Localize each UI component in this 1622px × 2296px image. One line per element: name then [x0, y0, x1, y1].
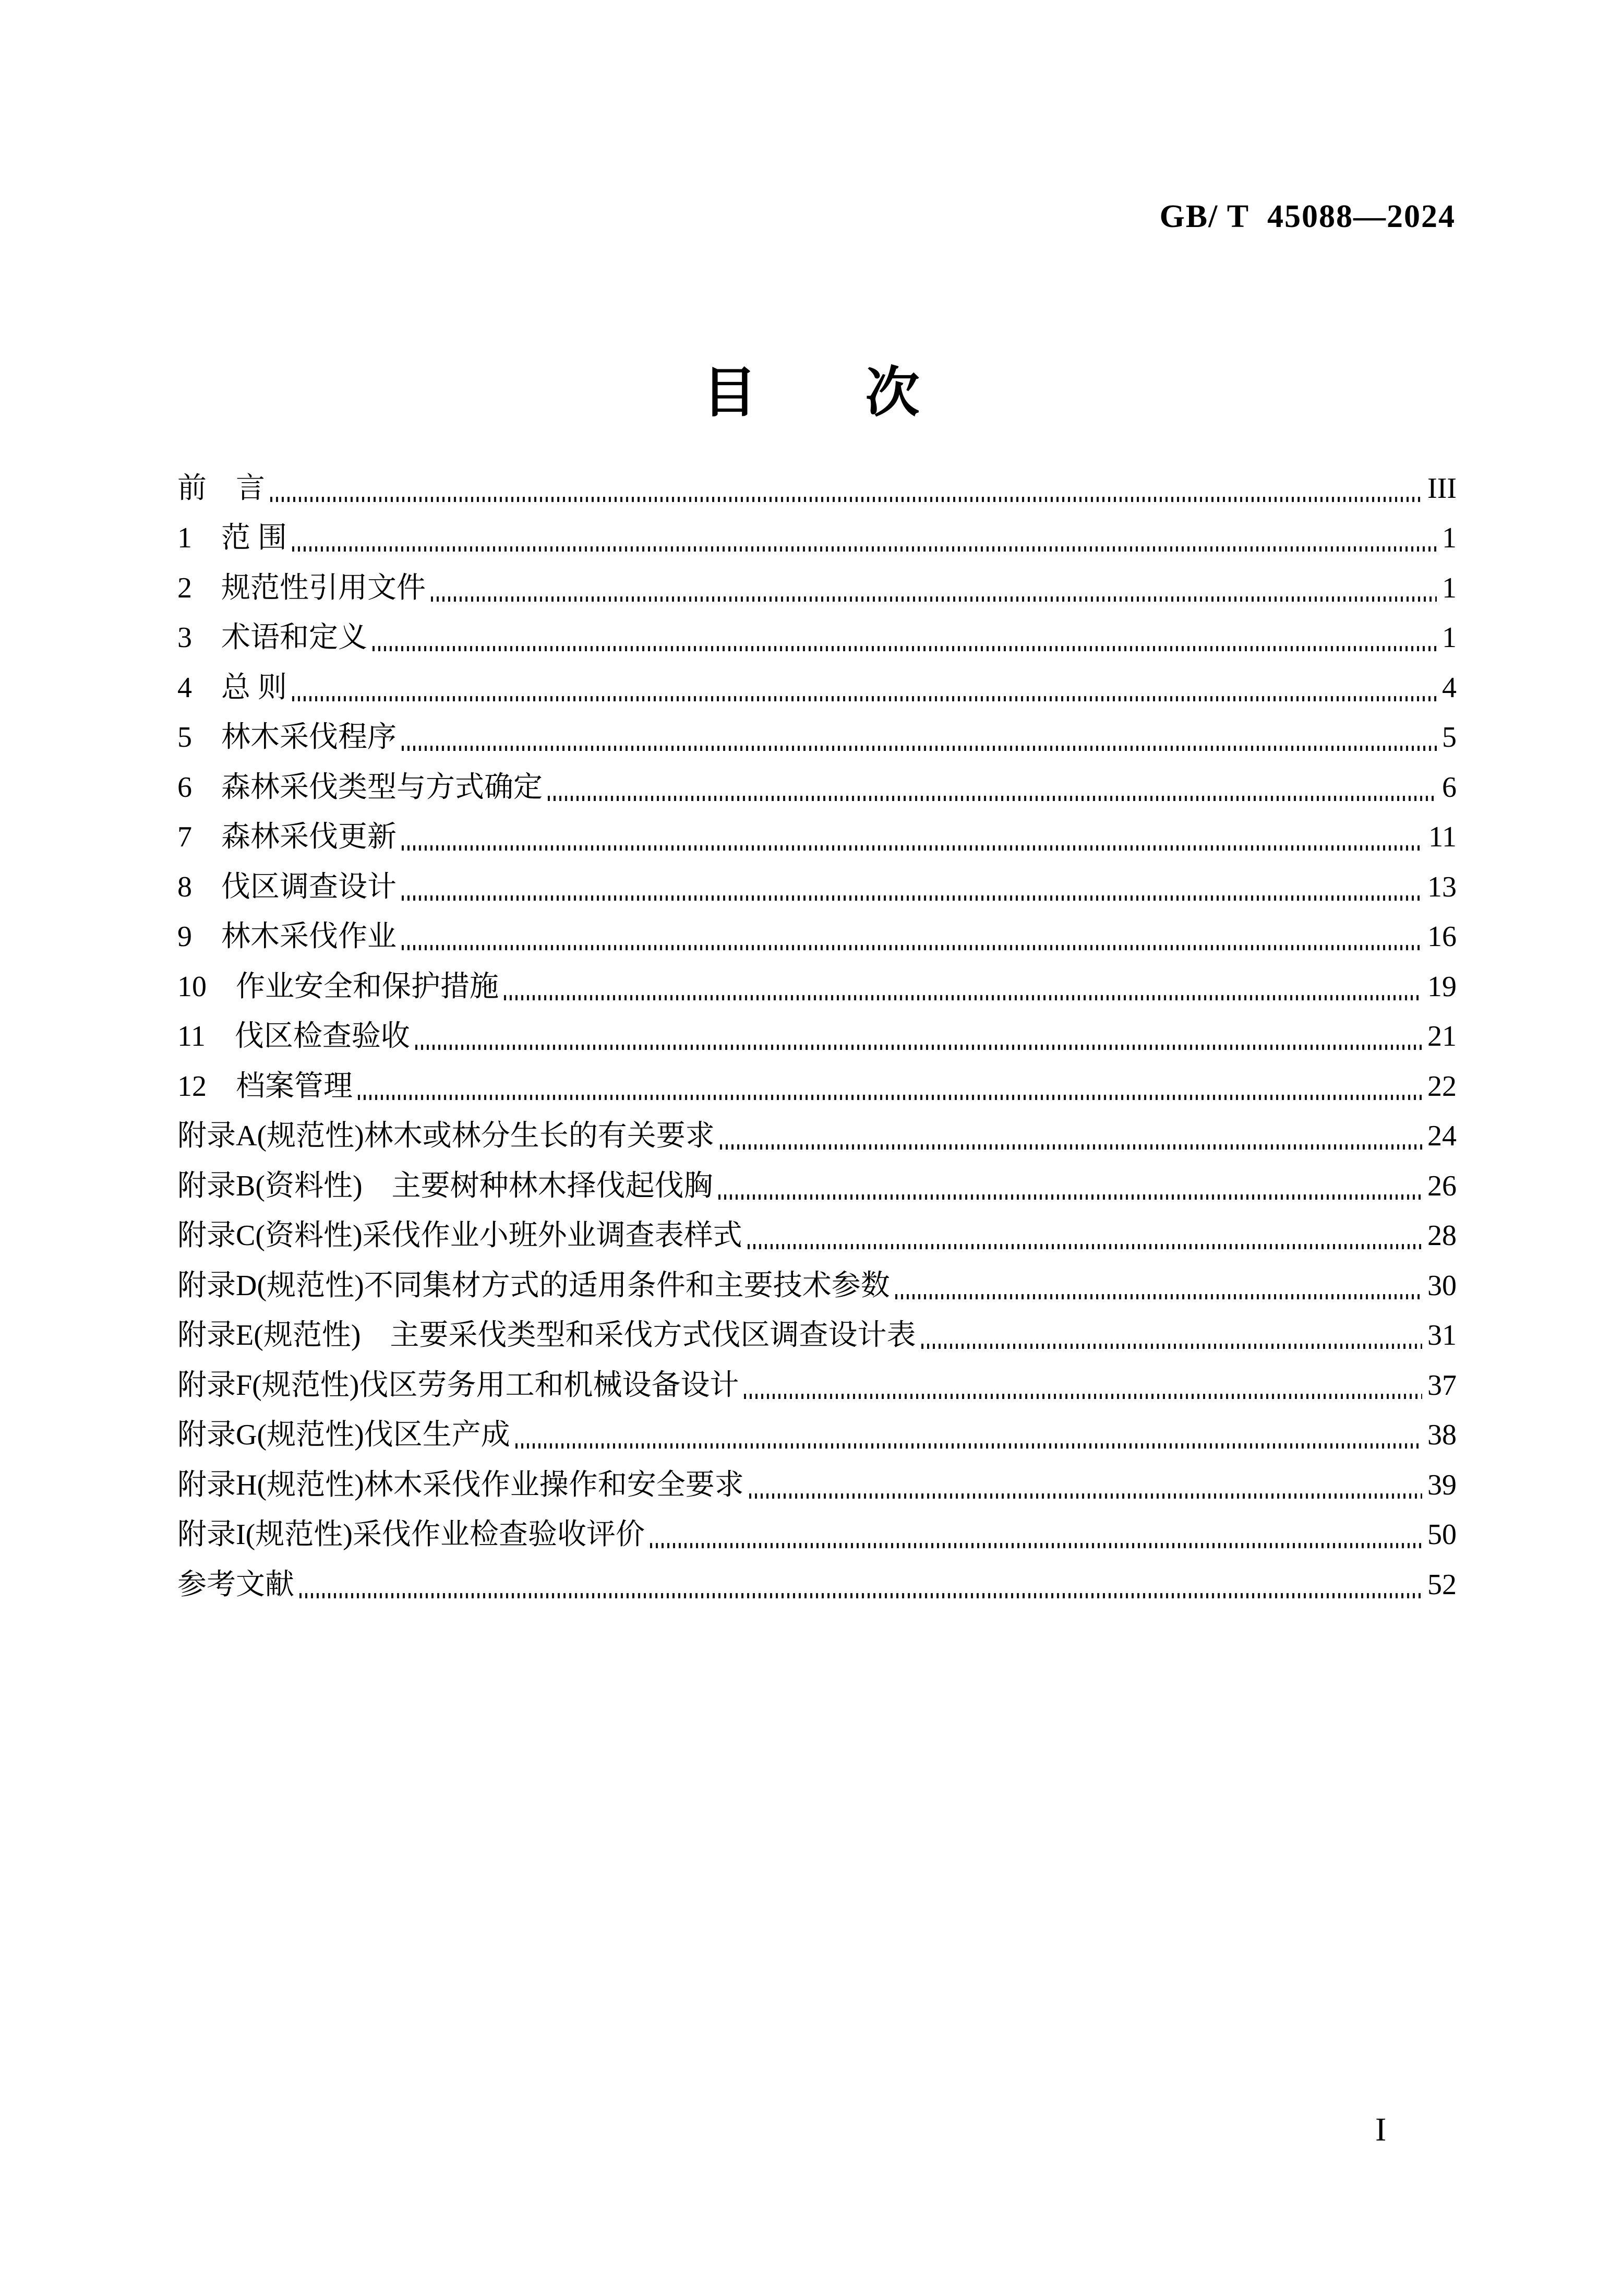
toc-entry-label: 2 规范性引用文件	[177, 571, 426, 604]
toc-entry-label: 附录G(规范性)伐区生产成	[177, 1419, 510, 1452]
toc-dot-leader	[358, 1095, 1422, 1100]
toc-entry-page: 38	[1427, 1419, 1457, 1452]
toc-entry	[177, 862, 1457, 912]
toc-dot-leader	[415, 1045, 1422, 1050]
toc-entry-page: 50	[1427, 1518, 1457, 1551]
toc-entry-label: 参考文献	[177, 1568, 294, 1601]
toc-dot-leader	[921, 1344, 1422, 1349]
toc-entry	[177, 1012, 1457, 1062]
toc-entry-page: 22	[1427, 1070, 1457, 1103]
toc-dot-leader	[748, 1244, 1422, 1249]
toc-dot-leader	[718, 1194, 1422, 1200]
toc-entry	[177, 1311, 1457, 1361]
toc-entry-label: 附录C(资料性)采伐作业小班外业调查表样式	[177, 1219, 742, 1252]
toc-entry-label: 7 森林采伐更新	[177, 821, 397, 854]
toc-entry-page: 1	[1442, 571, 1457, 604]
toc-entry-label: 4 总 则	[177, 671, 287, 704]
toc-dot-leader	[650, 1543, 1422, 1548]
toc-entry	[177, 663, 1457, 713]
toc-dot-leader	[548, 796, 1437, 801]
table-of-contents	[177, 463, 1457, 1610]
toc-entry-label: 5 林木采伐程序	[177, 721, 397, 754]
toc-entry	[177, 1560, 1457, 1610]
folio-page-number: I	[1375, 2111, 1387, 2148]
toc-entry-label: 12 档案管理	[177, 1070, 353, 1103]
toc-entry	[177, 1510, 1457, 1560]
toc-entry-page: 37	[1427, 1369, 1457, 1402]
standard-code: GB/ T 45088—2024	[1159, 199, 1456, 234]
toc-entry	[177, 1360, 1457, 1410]
toc-entry	[177, 1261, 1457, 1311]
toc-dot-leader	[402, 945, 1422, 950]
toc-dot-leader	[431, 596, 1437, 602]
toc-entry-label: 附录I(规范性)采伐作业检查验收评价	[177, 1518, 645, 1551]
toc-dot-leader	[402, 895, 1422, 901]
toc-entry-page: 1	[1442, 522, 1457, 555]
toc-entry-page: 31	[1427, 1319, 1457, 1352]
toc-entry	[177, 962, 1457, 1012]
toc-entry-page: 21	[1427, 1020, 1457, 1053]
toc-dot-leader	[515, 1443, 1422, 1449]
toc-entry-page: 4	[1442, 671, 1457, 704]
toc-dot-leader	[402, 845, 1423, 851]
toc-entry	[177, 1410, 1457, 1461]
toc-entry-label: 附录D(规范性)不同集材方式的适用条件和主要技术参数	[177, 1269, 890, 1302]
toc-entry-page: III	[1427, 472, 1457, 505]
toc-entry	[177, 762, 1457, 812]
toc-dot-leader	[402, 746, 1437, 751]
toc-entry-page: 52	[1427, 1568, 1457, 1601]
toc-entry-label: 3 术语和定义	[177, 621, 367, 654]
toc-entry-label: 附录B(资料性) 主要树种林木择伐起伐胸	[177, 1169, 713, 1202]
toc-dot-leader	[720, 1144, 1422, 1150]
toc-entry	[177, 1161, 1457, 1211]
toc-entry-label: 1 范 围	[177, 522, 287, 555]
toc-entry-page: 19	[1427, 970, 1457, 1003]
toc-entry-page: 28	[1427, 1219, 1457, 1252]
toc-dot-leader	[299, 1593, 1422, 1598]
toc-entry-label: 附录A(规范性)林木或林分生长的有关要求	[177, 1120, 715, 1153]
toc-dot-leader	[749, 1493, 1422, 1499]
toc-entry	[177, 1061, 1457, 1111]
toc-entry-label: 6 森林采伐类型与方式确定	[177, 771, 543, 804]
toc-entry	[177, 613, 1457, 663]
toc-entry-page: 24	[1427, 1120, 1457, 1153]
page-title: 目 次	[702, 363, 920, 423]
toc-entry	[177, 812, 1457, 863]
toc-entry-label: 9 林木采伐作业	[177, 920, 397, 953]
toc-dot-leader	[744, 1394, 1422, 1399]
toc-entry	[177, 1111, 1457, 1162]
toc-dot-leader	[373, 646, 1437, 651]
toc-entry-page: 30	[1427, 1269, 1457, 1302]
toc-entry-label: 前 言	[177, 472, 265, 505]
toc-entry	[177, 1460, 1457, 1510]
toc-entry-label: 附录H(规范性)林木采伐作业操作和安全要求	[177, 1468, 744, 1501]
toc-dot-leader	[895, 1294, 1422, 1299]
toc-entry-page: 39	[1427, 1468, 1457, 1501]
toc-dot-leader	[504, 995, 1422, 1000]
toc-entry	[177, 513, 1457, 564]
toc-dot-leader	[292, 696, 1437, 701]
toc-entry-label: 附录F(规范性)伐区劳务用工和机械设备设计	[177, 1369, 739, 1402]
toc-entry-label: 10 作业安全和保护措施	[177, 970, 499, 1003]
toc-entry	[177, 1211, 1457, 1261]
toc-entry-page: 11	[1428, 821, 1457, 854]
toc-entry	[177, 713, 1457, 763]
toc-entry-label: 8 伐区调查设计	[177, 870, 397, 903]
toc-dot-leader	[270, 497, 1422, 502]
toc-entry-label: 11 伐区检查验收	[177, 1020, 410, 1053]
toc-entry	[177, 912, 1457, 962]
toc-entry	[177, 463, 1457, 513]
toc-entry	[177, 563, 1457, 613]
toc-entry-page: 16	[1427, 920, 1457, 953]
toc-entry-label: 附录E(规范性) 主要采伐类型和采伐方式伐区调查设计表	[177, 1319, 916, 1352]
toc-entry-page: 5	[1442, 721, 1457, 754]
toc-entry-page: 6	[1442, 771, 1457, 804]
toc-entry-page: 26	[1427, 1169, 1457, 1202]
toc-entry-page: 13	[1427, 870, 1457, 903]
toc-entry-page: 1	[1442, 621, 1457, 654]
toc-dot-leader	[292, 546, 1437, 552]
